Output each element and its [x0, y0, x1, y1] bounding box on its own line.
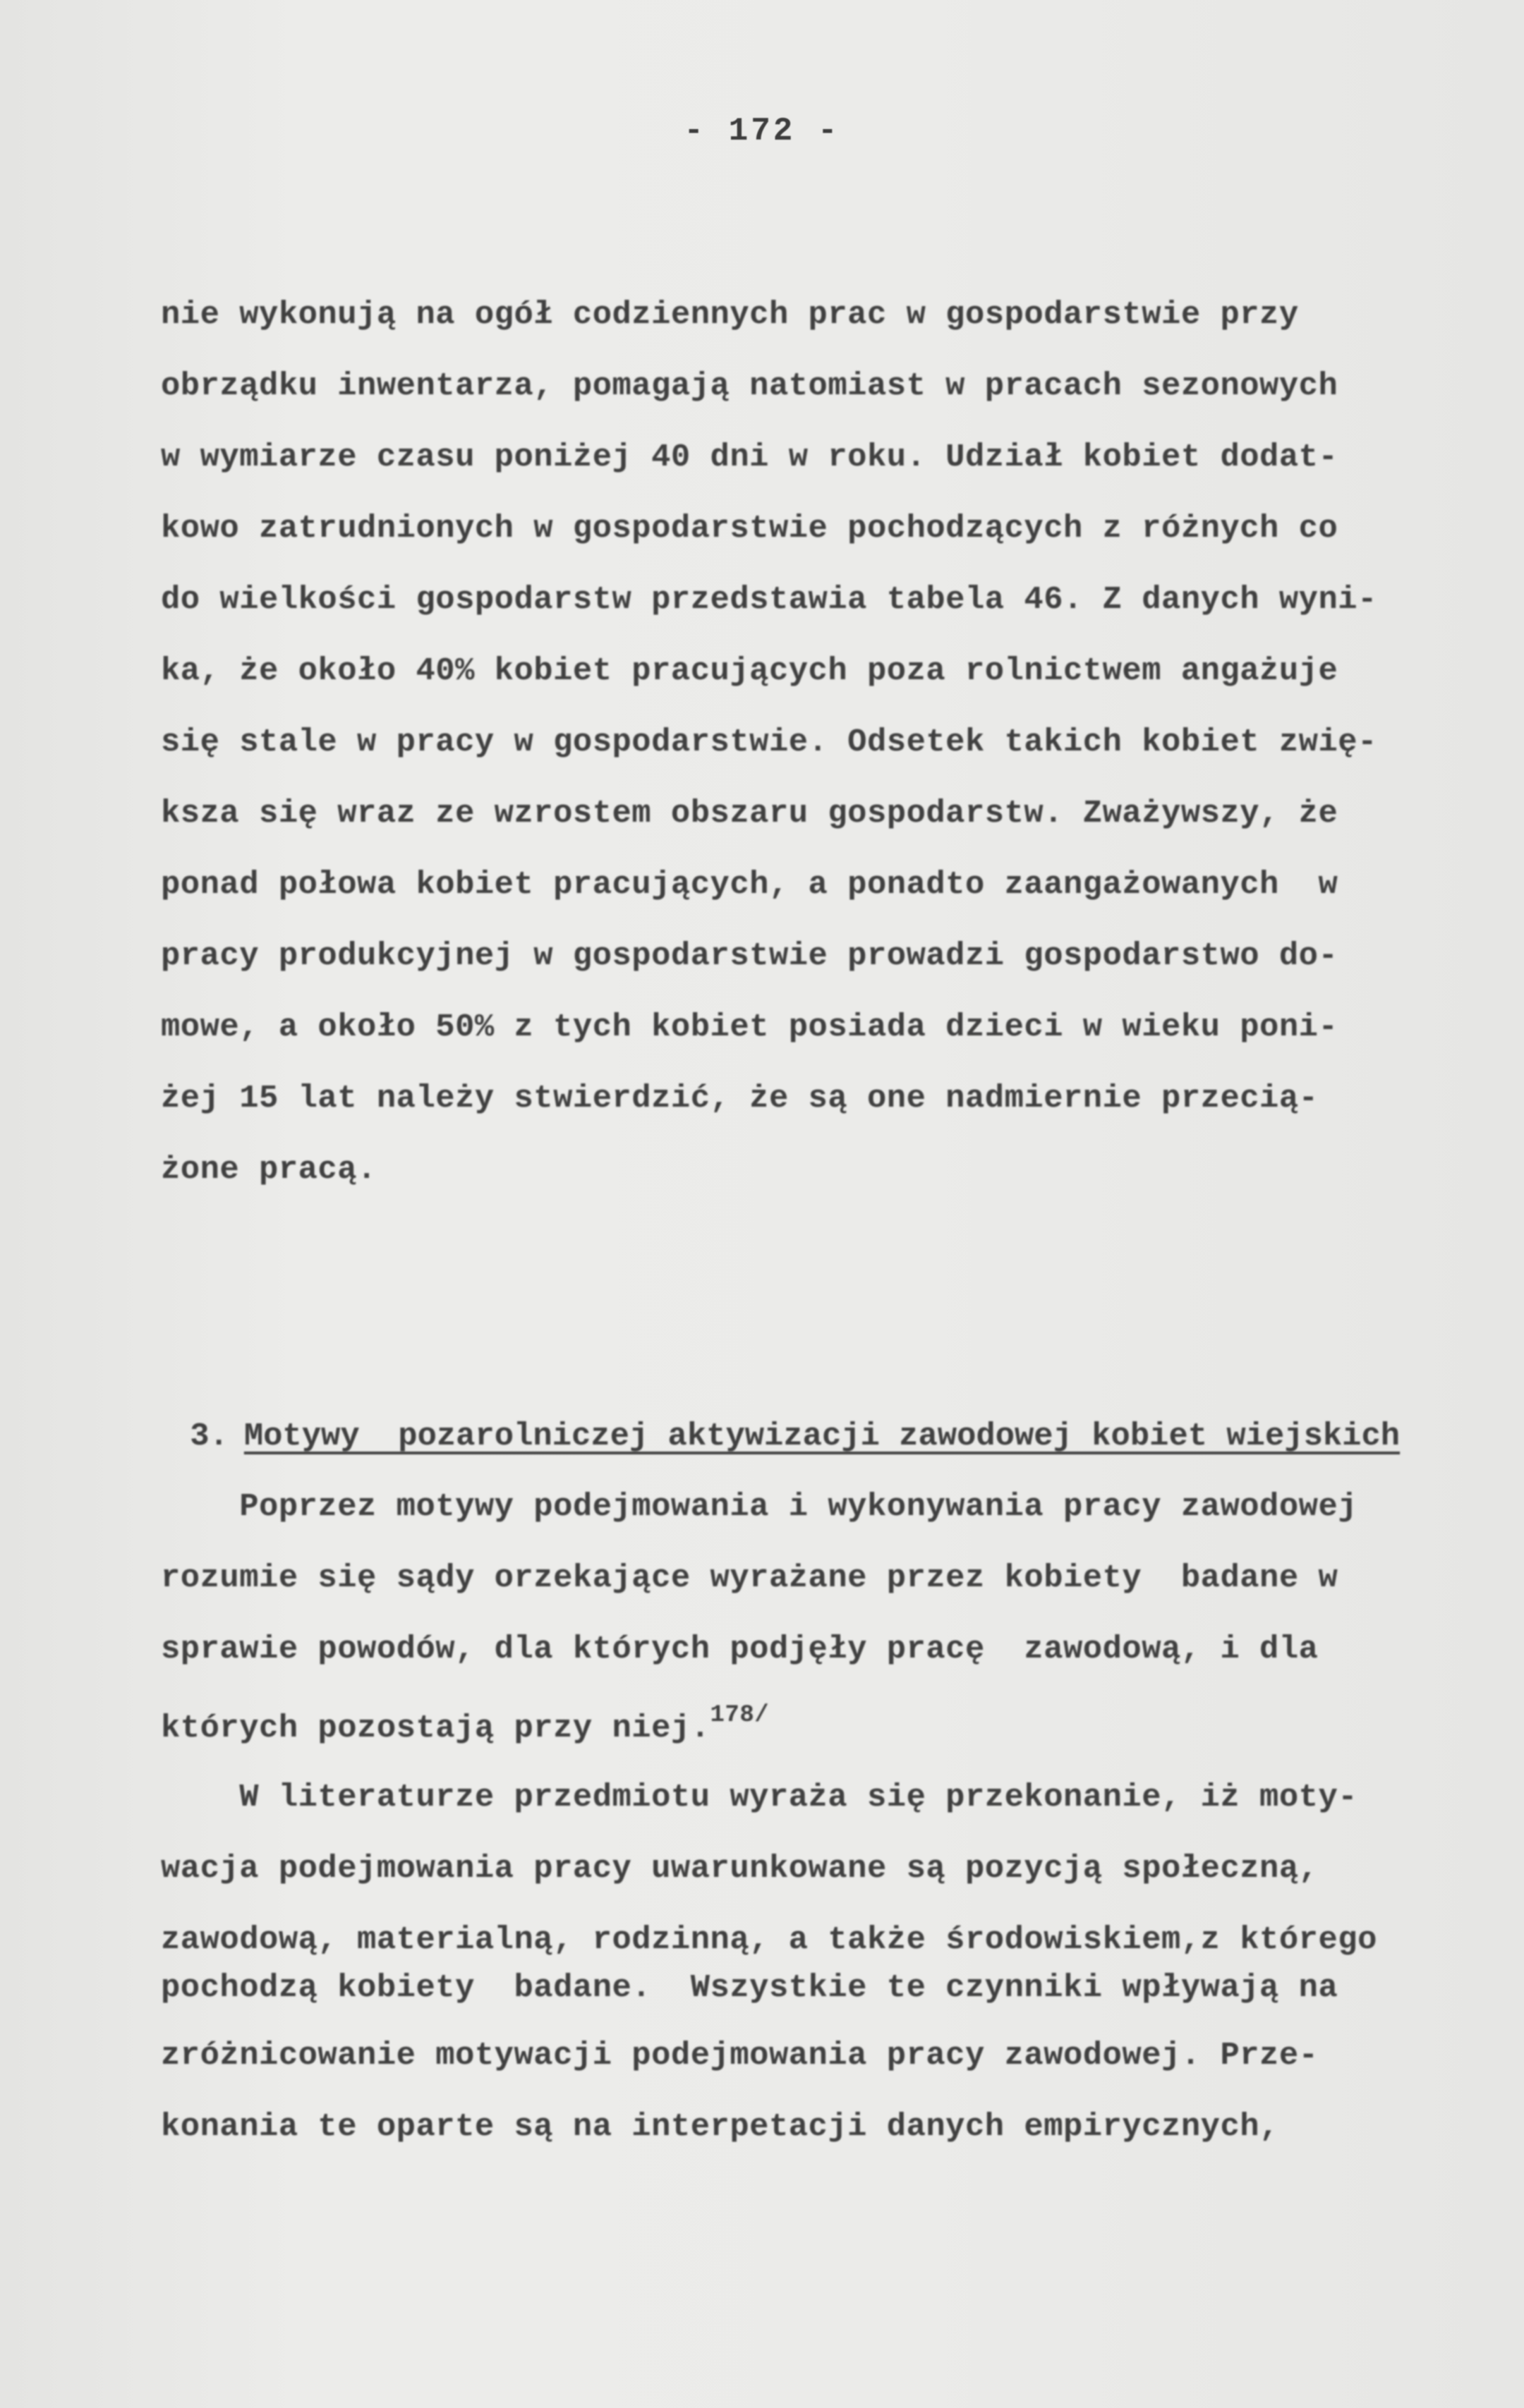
paragraph-1-line: obrządku inwentarza, pomagają natomiast w pracach sezonowych: [161, 367, 1338, 404]
paragraph-3-line: wacja podejmowania pracy uwarunkowane są pozycją społeczną,: [161, 1850, 1319, 1887]
paragraph-3-line: zróżnicowanie motywacji podejmowania pracy zawodowej. Prze-: [161, 2037, 1319, 2074]
paragraph-1-line: do wielkości gospodarstw przedstawia tabela 46. Z danych wyni-: [161, 581, 1377, 618]
paragraph-1-line: pracy produkcyjnej w gospodarstwie prowadzi gospodarstwo do-: [161, 937, 1338, 974]
paragraph-2-line: sprawie powodów, dla których podjęły pracę zawodową, i dla: [161, 1631, 1319, 1667]
paragraph-2-last-line-text: których pozostają przy niej.: [161, 1710, 710, 1746]
section-number: 3.: [190, 1418, 229, 1454]
paragraph-1-line: żone pracą.: [161, 1151, 377, 1188]
paragraph-1-line: mowe, a około 50% z tych kobiet posiada dzieci w wieku poni-: [161, 1009, 1338, 1045]
paragraph-2-line: Poprzez motywy podejmowania i wykonywania pracy zawodowej: [161, 1488, 1358, 1525]
page-number: - 172 -: [684, 113, 840, 150]
paragraph-1-line: nie wykonują na ogół codziennych prac w gospodarstwie przy: [161, 296, 1299, 333]
section-heading: [113, 1381, 1400, 1491]
paragraph-1-line: ka, że około 40% kobiet pracujących poza rolnictwem angażuje: [161, 652, 1338, 689]
paragraph-3-line: zawodową, materialną, rodzinną, a także środowiskiem,z którego: [161, 1921, 1377, 1958]
paragraph-3-line: pochodzą kobiety badane. Wszystkie te czynniki wpływają na: [161, 1969, 1338, 2006]
paragraph-2-line: rozumie się sądy orzekające wyrażane przez kobiety badane w: [161, 1559, 1338, 1596]
paragraph-2-line: [161, 1702, 769, 1746]
footnote-reference: 178/: [710, 1702, 770, 1729]
section-title: Motywy pozarolniczej aktywizacji zawodowej kobiet wiejskich: [243, 1418, 1401, 1454]
paragraph-3-line: konania te oparte są na interpetacji danych empirycznych,: [161, 2108, 1279, 2145]
paragraph-1-line: kowo zatrudnionych w gospodarstwie pochodzących z różnych co: [161, 510, 1338, 547]
paragraph-1-line: w wymiarze czasu poniżej 40 dni w roku. Udział kobiet dodat-: [161, 439, 1338, 475]
paragraph-1-line: ksza się wraz ze wzrostem obszaru gospodarstw. Zważywszy, że: [161, 795, 1338, 832]
paragraph-1-line: żej 15 lat należy stwierdzić, że są one nadmiernie przecią-: [161, 1080, 1319, 1117]
paragraph-1-line: się stale w pracy w gospodarstwie. Odsetek takich kobiet zwię-: [161, 724, 1377, 760]
paragraph-1-line: ponad połowa kobiet pracujących, a ponadto zaangażowanych w: [161, 866, 1338, 903]
paragraph-3-line: W literaturze przedmiotu wyraża się przekonanie, iż moty-: [161, 1779, 1358, 1816]
